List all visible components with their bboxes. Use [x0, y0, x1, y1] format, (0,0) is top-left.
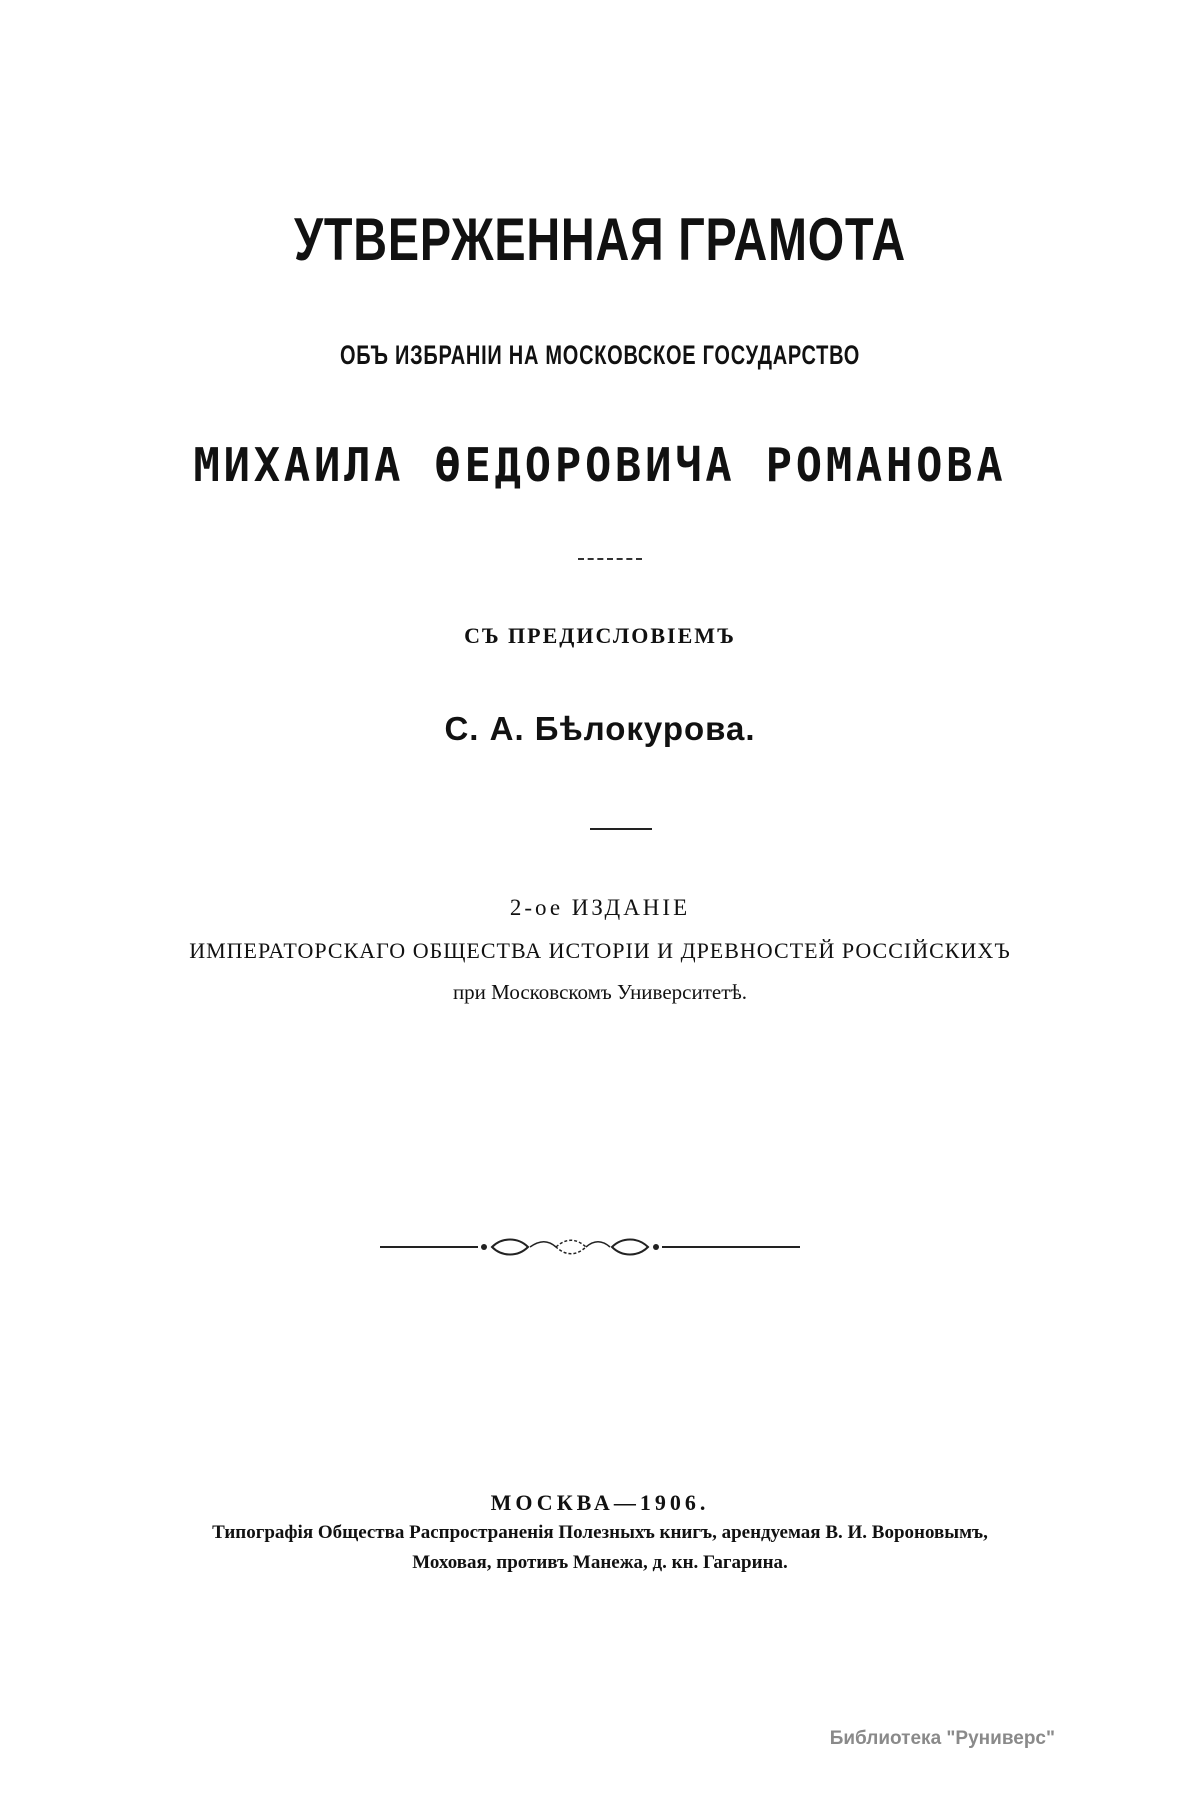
ornament-divider-icon [380, 1232, 800, 1262]
imprint-address: Моховая, противъ Манежа, д. кн. Гагарина. [412, 1552, 788, 1573]
university-line: при Московскомъ Университетѣ. [452, 980, 748, 1004]
library-watermark: Библиотека "Руниверс" [829, 1728, 1055, 1749]
book-subtitle: ОБЪ ИЗБРАНІИ НА МОСКОВСКОЕ ГОСУДАРСТВО [339, 340, 861, 370]
preface-line: СЪ ПРЕДИСЛОВІЕМЪ [464, 623, 736, 648]
author-name: С. А. Бѣлокурова. [444, 710, 756, 747]
book-title: УТВЕРЖЕННАЯ ГРАМОТА [294, 206, 906, 273]
divider-short [578, 558, 642, 560]
divider-rule [590, 828, 652, 830]
book-subject-name: МИХАИЛА ѲЕДОРОВИЧА РОМАНОВА [193, 438, 1007, 492]
imprint-printer: Типографія Общества Распространенія Полезныхъ книгъ, арендуемая В. И. Вороновымъ, [212, 1522, 988, 1543]
imprint-city-year: МОСКВА—1906. [490, 1490, 710, 1515]
edition-line: 2-ое ИЗДАНІЕ [509, 895, 691, 920]
society-line: ИМПЕРАТОРСКАГО ОБЩЕСТВА ИСТОРІИ И ДРЕВНОСТЕЙ РОССІЙСКИХЪ [189, 938, 1011, 963]
